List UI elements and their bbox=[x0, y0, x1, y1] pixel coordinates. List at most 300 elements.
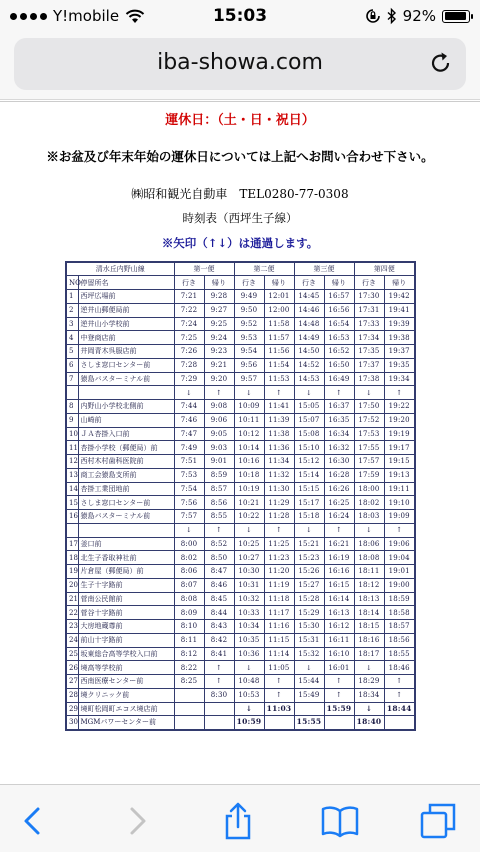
time-cell: 16:56 bbox=[324, 303, 354, 317]
stop-number: 6 bbox=[66, 358, 78, 372]
time-cell: 15:59 bbox=[324, 702, 354, 716]
time-cell: ↑ bbox=[264, 386, 294, 400]
time-cell: 18:29 bbox=[354, 675, 384, 689]
status-right bbox=[365, 7, 470, 25]
timetable-row bbox=[66, 620, 415, 634]
time-cell: 8:07 bbox=[174, 578, 204, 592]
stop-number: 25 bbox=[66, 647, 78, 661]
time-cell: 10:11 bbox=[234, 413, 264, 427]
time-cell: 9:27 bbox=[204, 303, 234, 317]
timetable-row bbox=[66, 537, 415, 551]
time-cell: 11:30 bbox=[264, 482, 294, 496]
status-bar bbox=[0, 0, 480, 32]
stop-number: 21 bbox=[66, 592, 78, 606]
time-cell: 18:55 bbox=[384, 647, 415, 661]
route-name: 清水丘内野山線 bbox=[66, 262, 174, 276]
time-cell: 17:57 bbox=[354, 455, 384, 469]
time-cell: 18:44 bbox=[384, 702, 415, 716]
time-cell: 16:16 bbox=[324, 565, 354, 579]
timetable-row bbox=[66, 427, 415, 441]
time-cell: 11:56 bbox=[264, 345, 294, 359]
time-cell: 14:49 bbox=[294, 331, 324, 345]
back-chevron-icon[interactable] bbox=[14, 801, 54, 841]
stop-name: 猿島バスターミナル前 bbox=[78, 372, 174, 386]
time-cell: 9:57 bbox=[234, 372, 264, 386]
timetable-row bbox=[66, 633, 415, 647]
battery-level-fill bbox=[445, 12, 466, 20]
direction-header: 帰り bbox=[204, 276, 234, 290]
time-cell: 15:15 bbox=[294, 482, 324, 496]
time-cell: 7:51 bbox=[174, 455, 204, 469]
time-cell: 8:11 bbox=[174, 633, 204, 647]
time-cell bbox=[204, 702, 234, 716]
time-cell: 9:01 bbox=[204, 455, 234, 469]
time-cell: 9:50 bbox=[234, 303, 264, 317]
time-cell: 8:52 bbox=[204, 537, 234, 551]
timetable-row bbox=[66, 441, 415, 455]
time-cell: ↑ bbox=[264, 688, 294, 702]
time-cell: 17:33 bbox=[354, 317, 384, 331]
time-cell: 18:03 bbox=[354, 510, 384, 524]
stop-name: 逆井山郵便局前 bbox=[78, 303, 174, 317]
run-header: 第一便 bbox=[174, 262, 234, 276]
time-cell: 7:25 bbox=[174, 331, 204, 345]
stop-number: 12 bbox=[66, 455, 78, 469]
url-bar[interactable] bbox=[14, 38, 466, 90]
time-cell: 7:56 bbox=[174, 496, 204, 510]
timetable-row bbox=[66, 413, 415, 427]
time-cell: 10:25 bbox=[234, 537, 264, 551]
stop-number: 23 bbox=[66, 620, 78, 634]
time-cell: 9:23 bbox=[204, 345, 234, 359]
time-cell: 19:20 bbox=[384, 413, 415, 427]
reload-icon[interactable] bbox=[428, 51, 454, 77]
time-cell: 17:50 bbox=[354, 400, 384, 414]
stop-name: 菅谷十字路前 bbox=[78, 606, 174, 620]
timetable-row bbox=[66, 386, 415, 400]
time-cell: 15:14 bbox=[294, 468, 324, 482]
time-cell: 8:44 bbox=[204, 606, 234, 620]
stop-number: 20 bbox=[66, 578, 78, 592]
direction-header: 行き bbox=[294, 276, 324, 290]
time-cell: 18:16 bbox=[354, 633, 384, 647]
time-cell: 14:50 bbox=[294, 345, 324, 359]
page-divider bbox=[0, 101, 480, 107]
time-cell: 8:02 bbox=[174, 551, 204, 565]
stop-name: 釜口前 bbox=[78, 537, 174, 551]
orientation-lock-icon bbox=[365, 8, 381, 24]
time-cell: 9:52 bbox=[234, 317, 264, 331]
time-cell: 10:14 bbox=[234, 441, 264, 455]
stop-number: 17 bbox=[66, 537, 78, 551]
time-cell: 19:17 bbox=[384, 441, 415, 455]
timetable-row bbox=[66, 400, 415, 414]
stop-number: 13 bbox=[66, 468, 78, 482]
stop-name: 山崎前 bbox=[78, 413, 174, 427]
time-cell: 11:23 bbox=[264, 551, 294, 565]
time-cell: 16:35 bbox=[324, 413, 354, 427]
time-cell: 19:15 bbox=[384, 455, 415, 469]
stop-number: 24 bbox=[66, 633, 78, 647]
time-cell: 11:38 bbox=[264, 427, 294, 441]
timetable-row bbox=[66, 331, 415, 345]
stop-name: 北生子香取神社前 bbox=[78, 551, 174, 565]
time-cell bbox=[174, 716, 204, 730]
time-cell: 19:37 bbox=[384, 345, 415, 359]
stop-name: 杏掛工業団地前 bbox=[78, 482, 174, 496]
time-cell: 12:00 bbox=[264, 303, 294, 317]
time-cell: 19:35 bbox=[384, 358, 415, 372]
time-cell: 11:57 bbox=[264, 331, 294, 345]
time-cell: 10:31 bbox=[234, 578, 264, 592]
time-cell: 19:04 bbox=[384, 551, 415, 565]
timetable-row bbox=[66, 496, 415, 510]
time-cell: 8:42 bbox=[204, 633, 234, 647]
time-cell: 15:12 bbox=[294, 455, 324, 469]
time-cell: ↑ bbox=[204, 675, 234, 689]
time-cell: ↑ bbox=[324, 675, 354, 689]
time-cell: ↓ bbox=[234, 702, 264, 716]
time-cell bbox=[174, 702, 204, 716]
time-cell: 11:18 bbox=[264, 592, 294, 606]
time-cell: 10:33 bbox=[234, 606, 264, 620]
stop-number: 4 bbox=[66, 331, 78, 345]
stop-name: 境町松岡町エコス境店前 bbox=[78, 702, 174, 716]
stop-number: 14 bbox=[66, 482, 78, 496]
time-cell: 11:16 bbox=[264, 620, 294, 634]
time-cell: 16:21 bbox=[324, 537, 354, 551]
time-cell: 10:36 bbox=[234, 647, 264, 661]
time-cell: 11:36 bbox=[264, 441, 294, 455]
time-cell: 8:47 bbox=[204, 565, 234, 579]
time-cell: 9:21 bbox=[204, 358, 234, 372]
time-cell: 8:06 bbox=[174, 565, 204, 579]
status-time: 15:03 bbox=[212, 6, 268, 26]
timetable-row bbox=[66, 455, 415, 469]
time-cell: 19:11 bbox=[384, 482, 415, 496]
time-cell: 15:07 bbox=[294, 413, 324, 427]
stop-number: 7 bbox=[66, 372, 78, 386]
time-cell: 9:56 bbox=[234, 358, 264, 372]
time-cell: 8:59 bbox=[204, 468, 234, 482]
time-cell: 8:00 bbox=[174, 537, 204, 551]
time-cell: 15:28 bbox=[294, 592, 324, 606]
stop-number bbox=[66, 386, 78, 400]
time-cell: 11:39 bbox=[264, 413, 294, 427]
timetable-run-header-row bbox=[66, 262, 415, 276]
time-cell: 17:38 bbox=[354, 372, 384, 386]
time-cell: 11:14 bbox=[264, 647, 294, 661]
time-cell: ↑ bbox=[384, 523, 415, 537]
bookmarks-icon[interactable] bbox=[320, 801, 360, 841]
forward-chevron-icon[interactable] bbox=[116, 801, 156, 841]
time-cell: 8:25 bbox=[174, 675, 204, 689]
stop-name: MGMパワーセンター前 bbox=[78, 716, 174, 730]
time-cell: 11:03 bbox=[264, 702, 294, 716]
time-cell: 18:59 bbox=[384, 592, 415, 606]
stop-number: 11 bbox=[66, 441, 78, 455]
time-cell: 10:21 bbox=[234, 496, 264, 510]
time-cell: 19:00 bbox=[384, 578, 415, 592]
timetable-row bbox=[66, 345, 415, 359]
timetable-row bbox=[66, 482, 415, 496]
stop-name: 生子十字路前 bbox=[78, 578, 174, 592]
stop-name: さしま窓口センター前 bbox=[78, 496, 174, 510]
web-page bbox=[0, 101, 480, 784]
time-cell: 18:08 bbox=[354, 551, 384, 565]
time-cell: 8:22 bbox=[174, 661, 204, 675]
timetable-row bbox=[66, 675, 415, 689]
time-cell: 15:31 bbox=[294, 633, 324, 647]
time-cell: 8:46 bbox=[204, 578, 234, 592]
stop-name: 西南医療センター前 bbox=[78, 675, 174, 689]
timetable-row bbox=[66, 688, 415, 702]
stop-number: 1 bbox=[66, 290, 78, 304]
stop-number: 28 bbox=[66, 688, 78, 702]
time-cell: 18:56 bbox=[384, 633, 415, 647]
time-cell: 16:15 bbox=[324, 578, 354, 592]
time-cell: 8:30 bbox=[204, 688, 234, 702]
time-cell: ↑ bbox=[324, 523, 354, 537]
time-cell: ↑ bbox=[384, 688, 415, 702]
timetable-row bbox=[66, 303, 415, 317]
time-cell: 16:24 bbox=[324, 510, 354, 524]
time-cell: 19:01 bbox=[384, 565, 415, 579]
stop-name: 前山十字路前 bbox=[78, 633, 174, 647]
time-cell: 16:30 bbox=[324, 455, 354, 469]
time-cell: 7:28 bbox=[174, 358, 204, 372]
time-cell: 11:29 bbox=[264, 496, 294, 510]
stop-name: 内野山小学校北側前 bbox=[78, 400, 174, 414]
time-cell: 17:35 bbox=[354, 345, 384, 359]
direction-header: 帰り bbox=[264, 276, 294, 290]
time-cell: 17:30 bbox=[354, 290, 384, 304]
time-cell: 10:18 bbox=[234, 468, 264, 482]
time-cell: ↓ bbox=[174, 523, 204, 537]
time-cell: 15:30 bbox=[294, 620, 324, 634]
time-cell: 18:40 bbox=[354, 716, 384, 730]
time-cell: 18:00 bbox=[354, 482, 384, 496]
time-cell: 15:32 bbox=[294, 647, 324, 661]
time-cell: 9:25 bbox=[204, 317, 234, 331]
stop-name: ＪＡ杏掛入口前 bbox=[78, 427, 174, 441]
url-text[interactable]: iba-showa.com bbox=[157, 50, 323, 75]
time-cell: 19:13 bbox=[384, 468, 415, 482]
time-cell: 15:55 bbox=[294, 716, 324, 730]
stop-name: 菅南公民館前 bbox=[78, 592, 174, 606]
time-cell bbox=[174, 688, 204, 702]
time-cell: 18:12 bbox=[354, 578, 384, 592]
time-cell bbox=[294, 702, 324, 716]
time-cell: 19:19 bbox=[384, 427, 415, 441]
time-cell: 15:26 bbox=[294, 565, 324, 579]
time-cell: 18:02 bbox=[354, 496, 384, 510]
time-cell: ↓ bbox=[234, 386, 264, 400]
time-cell: 19:42 bbox=[384, 290, 415, 304]
time-cell: 7:53 bbox=[174, 468, 204, 482]
time-cell: 16:13 bbox=[324, 606, 354, 620]
time-cell: 9:05 bbox=[204, 427, 234, 441]
time-cell: 19:39 bbox=[384, 317, 415, 331]
stop-name: さしま窓口センター前 bbox=[78, 358, 174, 372]
time-cell: 19:41 bbox=[384, 303, 415, 317]
time-cell: ↑ bbox=[204, 523, 234, 537]
time-cell: 16:52 bbox=[324, 345, 354, 359]
stop-number: 30 bbox=[66, 716, 78, 730]
stop-name: 境クリニック前 bbox=[78, 688, 174, 702]
time-cell: 10:09 bbox=[234, 400, 264, 414]
time-cell: 19:38 bbox=[384, 331, 415, 345]
timetable-row bbox=[66, 606, 415, 620]
time-cell: 10:22 bbox=[234, 510, 264, 524]
timetable-row bbox=[66, 592, 415, 606]
time-cell: 18:46 bbox=[384, 661, 415, 675]
time-cell: 16:49 bbox=[324, 372, 354, 386]
time-cell: ↑ bbox=[324, 386, 354, 400]
tabs-icon[interactable] bbox=[418, 801, 458, 841]
stop-name: 境高等学校前 bbox=[78, 661, 174, 675]
direction-header: 帰り bbox=[384, 276, 415, 290]
stop-name: 片倉屋（郵便局）前 bbox=[78, 565, 174, 579]
time-cell: 10:53 bbox=[234, 688, 264, 702]
time-cell: 14:48 bbox=[294, 317, 324, 331]
stop-name: 杏掛小学校（郵便局）前 bbox=[78, 441, 174, 455]
stop-name bbox=[78, 523, 174, 537]
timetable bbox=[65, 261, 416, 731]
timetable-direction-header-row bbox=[66, 276, 415, 290]
timetable-row bbox=[66, 551, 415, 565]
stop-number: 5 bbox=[66, 345, 78, 359]
time-cell: 8:57 bbox=[204, 482, 234, 496]
arrow-note: ※矢印（↑↓）は通過します。 bbox=[161, 236, 319, 250]
timetable-row bbox=[66, 578, 415, 592]
time-cell: 8:55 bbox=[204, 510, 234, 524]
time-cell: 9:20 bbox=[204, 372, 234, 386]
time-cell: 14:46 bbox=[294, 303, 324, 317]
time-cell: 18:34 bbox=[354, 688, 384, 702]
stop-number: 16 bbox=[66, 510, 78, 524]
time-cell: 11:58 bbox=[264, 317, 294, 331]
stop-name: 逆井山小学校前 bbox=[78, 317, 174, 331]
timetable-row bbox=[66, 716, 415, 730]
time-cell: 19:34 bbox=[384, 372, 415, 386]
direction-header: 行き bbox=[174, 276, 204, 290]
run-header: 第四便 bbox=[354, 262, 415, 276]
time-cell: ↓ bbox=[354, 702, 384, 716]
timetable-row bbox=[66, 702, 415, 716]
time-cell: 8:43 bbox=[204, 620, 234, 634]
stop-name: 坂東総合高等学校入口前 bbox=[78, 647, 174, 661]
time-cell: 8:45 bbox=[204, 592, 234, 606]
time-cell: 15:29 bbox=[294, 606, 324, 620]
closed-days-text: 運休日：（土・日・祝日） bbox=[165, 113, 315, 128]
time-cell: 10:16 bbox=[234, 455, 264, 469]
time-cell bbox=[324, 716, 354, 730]
time-cell: 15:17 bbox=[294, 496, 324, 510]
time-cell: 16:57 bbox=[324, 290, 354, 304]
time-cell: 16:54 bbox=[324, 317, 354, 331]
time-cell: 11:05 bbox=[264, 661, 294, 675]
stop-number: 29 bbox=[66, 702, 78, 716]
timetable-title: 時刻表（西坪生子線） bbox=[182, 211, 298, 225]
time-cell: 9:03 bbox=[204, 441, 234, 455]
time-cell: 14:52 bbox=[294, 358, 324, 372]
time-cell: 12:01 bbox=[264, 290, 294, 304]
time-cell: 11:54 bbox=[264, 358, 294, 372]
time-cell: 9:49 bbox=[234, 290, 264, 304]
share-icon[interactable] bbox=[218, 801, 258, 841]
time-cell: 14:45 bbox=[294, 290, 324, 304]
timetable-row bbox=[66, 661, 415, 675]
time-cell: 7:57 bbox=[174, 510, 204, 524]
obon-notice-text: ※お盆及び年末年始の運休日については上記へお問い合わせ下さい。 bbox=[46, 149, 434, 164]
time-cell: 10:48 bbox=[234, 675, 264, 689]
time-cell: ↑ bbox=[204, 661, 234, 675]
time-cell: ↑ bbox=[204, 386, 234, 400]
direction-header: 帰り bbox=[324, 276, 354, 290]
time-cell: ↓ bbox=[354, 523, 384, 537]
time-cell: 19:06 bbox=[384, 537, 415, 551]
browser-address-area bbox=[0, 32, 480, 100]
time-cell: 17:31 bbox=[354, 303, 384, 317]
time-cell: 10:27 bbox=[234, 551, 264, 565]
time-cell bbox=[204, 716, 234, 730]
time-cell: 16:19 bbox=[324, 551, 354, 565]
time-cell: 9:54 bbox=[234, 345, 264, 359]
stop-number: 19 bbox=[66, 565, 78, 579]
time-cell: 8:10 bbox=[174, 620, 204, 634]
time-cell: 11:53 bbox=[264, 372, 294, 386]
time-cell: ↑ bbox=[384, 675, 415, 689]
timetable-row bbox=[66, 565, 415, 579]
time-cell: 7:54 bbox=[174, 482, 204, 496]
time-cell: 19:10 bbox=[384, 496, 415, 510]
time-cell: 19:09 bbox=[384, 510, 415, 524]
time-cell: ↓ bbox=[234, 523, 264, 537]
time-cell: 16:50 bbox=[324, 358, 354, 372]
time-cell: 9:24 bbox=[204, 331, 234, 345]
time-cell: 15:21 bbox=[294, 537, 324, 551]
time-cell: ↓ bbox=[354, 386, 384, 400]
time-cell: ↓ bbox=[294, 386, 324, 400]
stop-name: 西村木村歯科医院前 bbox=[78, 455, 174, 469]
timetable-row bbox=[66, 468, 415, 482]
time-cell: 11:19 bbox=[264, 578, 294, 592]
stop-name: 商工会猿島支所前 bbox=[78, 468, 174, 482]
stop-number: 15 bbox=[66, 496, 78, 510]
timetable-row bbox=[66, 647, 415, 661]
time-cell: 15:05 bbox=[294, 400, 324, 414]
direction-header: 行き bbox=[234, 276, 264, 290]
time-cell: 15:10 bbox=[294, 441, 324, 455]
time-cell: ↓ bbox=[294, 661, 324, 675]
stop-number: 27 bbox=[66, 675, 78, 689]
time-cell: 17:55 bbox=[354, 441, 384, 455]
stop-header: 停留所名 bbox=[78, 276, 174, 290]
time-cell: 9:28 bbox=[204, 290, 234, 304]
time-cell: 19:22 bbox=[384, 400, 415, 414]
time-cell: 8:08 bbox=[174, 592, 204, 606]
time-cell: 17:37 bbox=[354, 358, 384, 372]
timetable-row bbox=[66, 372, 415, 386]
time-cell: 16:37 bbox=[324, 400, 354, 414]
timetable-row bbox=[66, 510, 415, 524]
stop-name bbox=[78, 386, 174, 400]
stop-number: 3 bbox=[66, 317, 78, 331]
time-cell: ↓ bbox=[174, 386, 204, 400]
time-cell: 16:26 bbox=[324, 482, 354, 496]
timetable-row bbox=[66, 317, 415, 331]
